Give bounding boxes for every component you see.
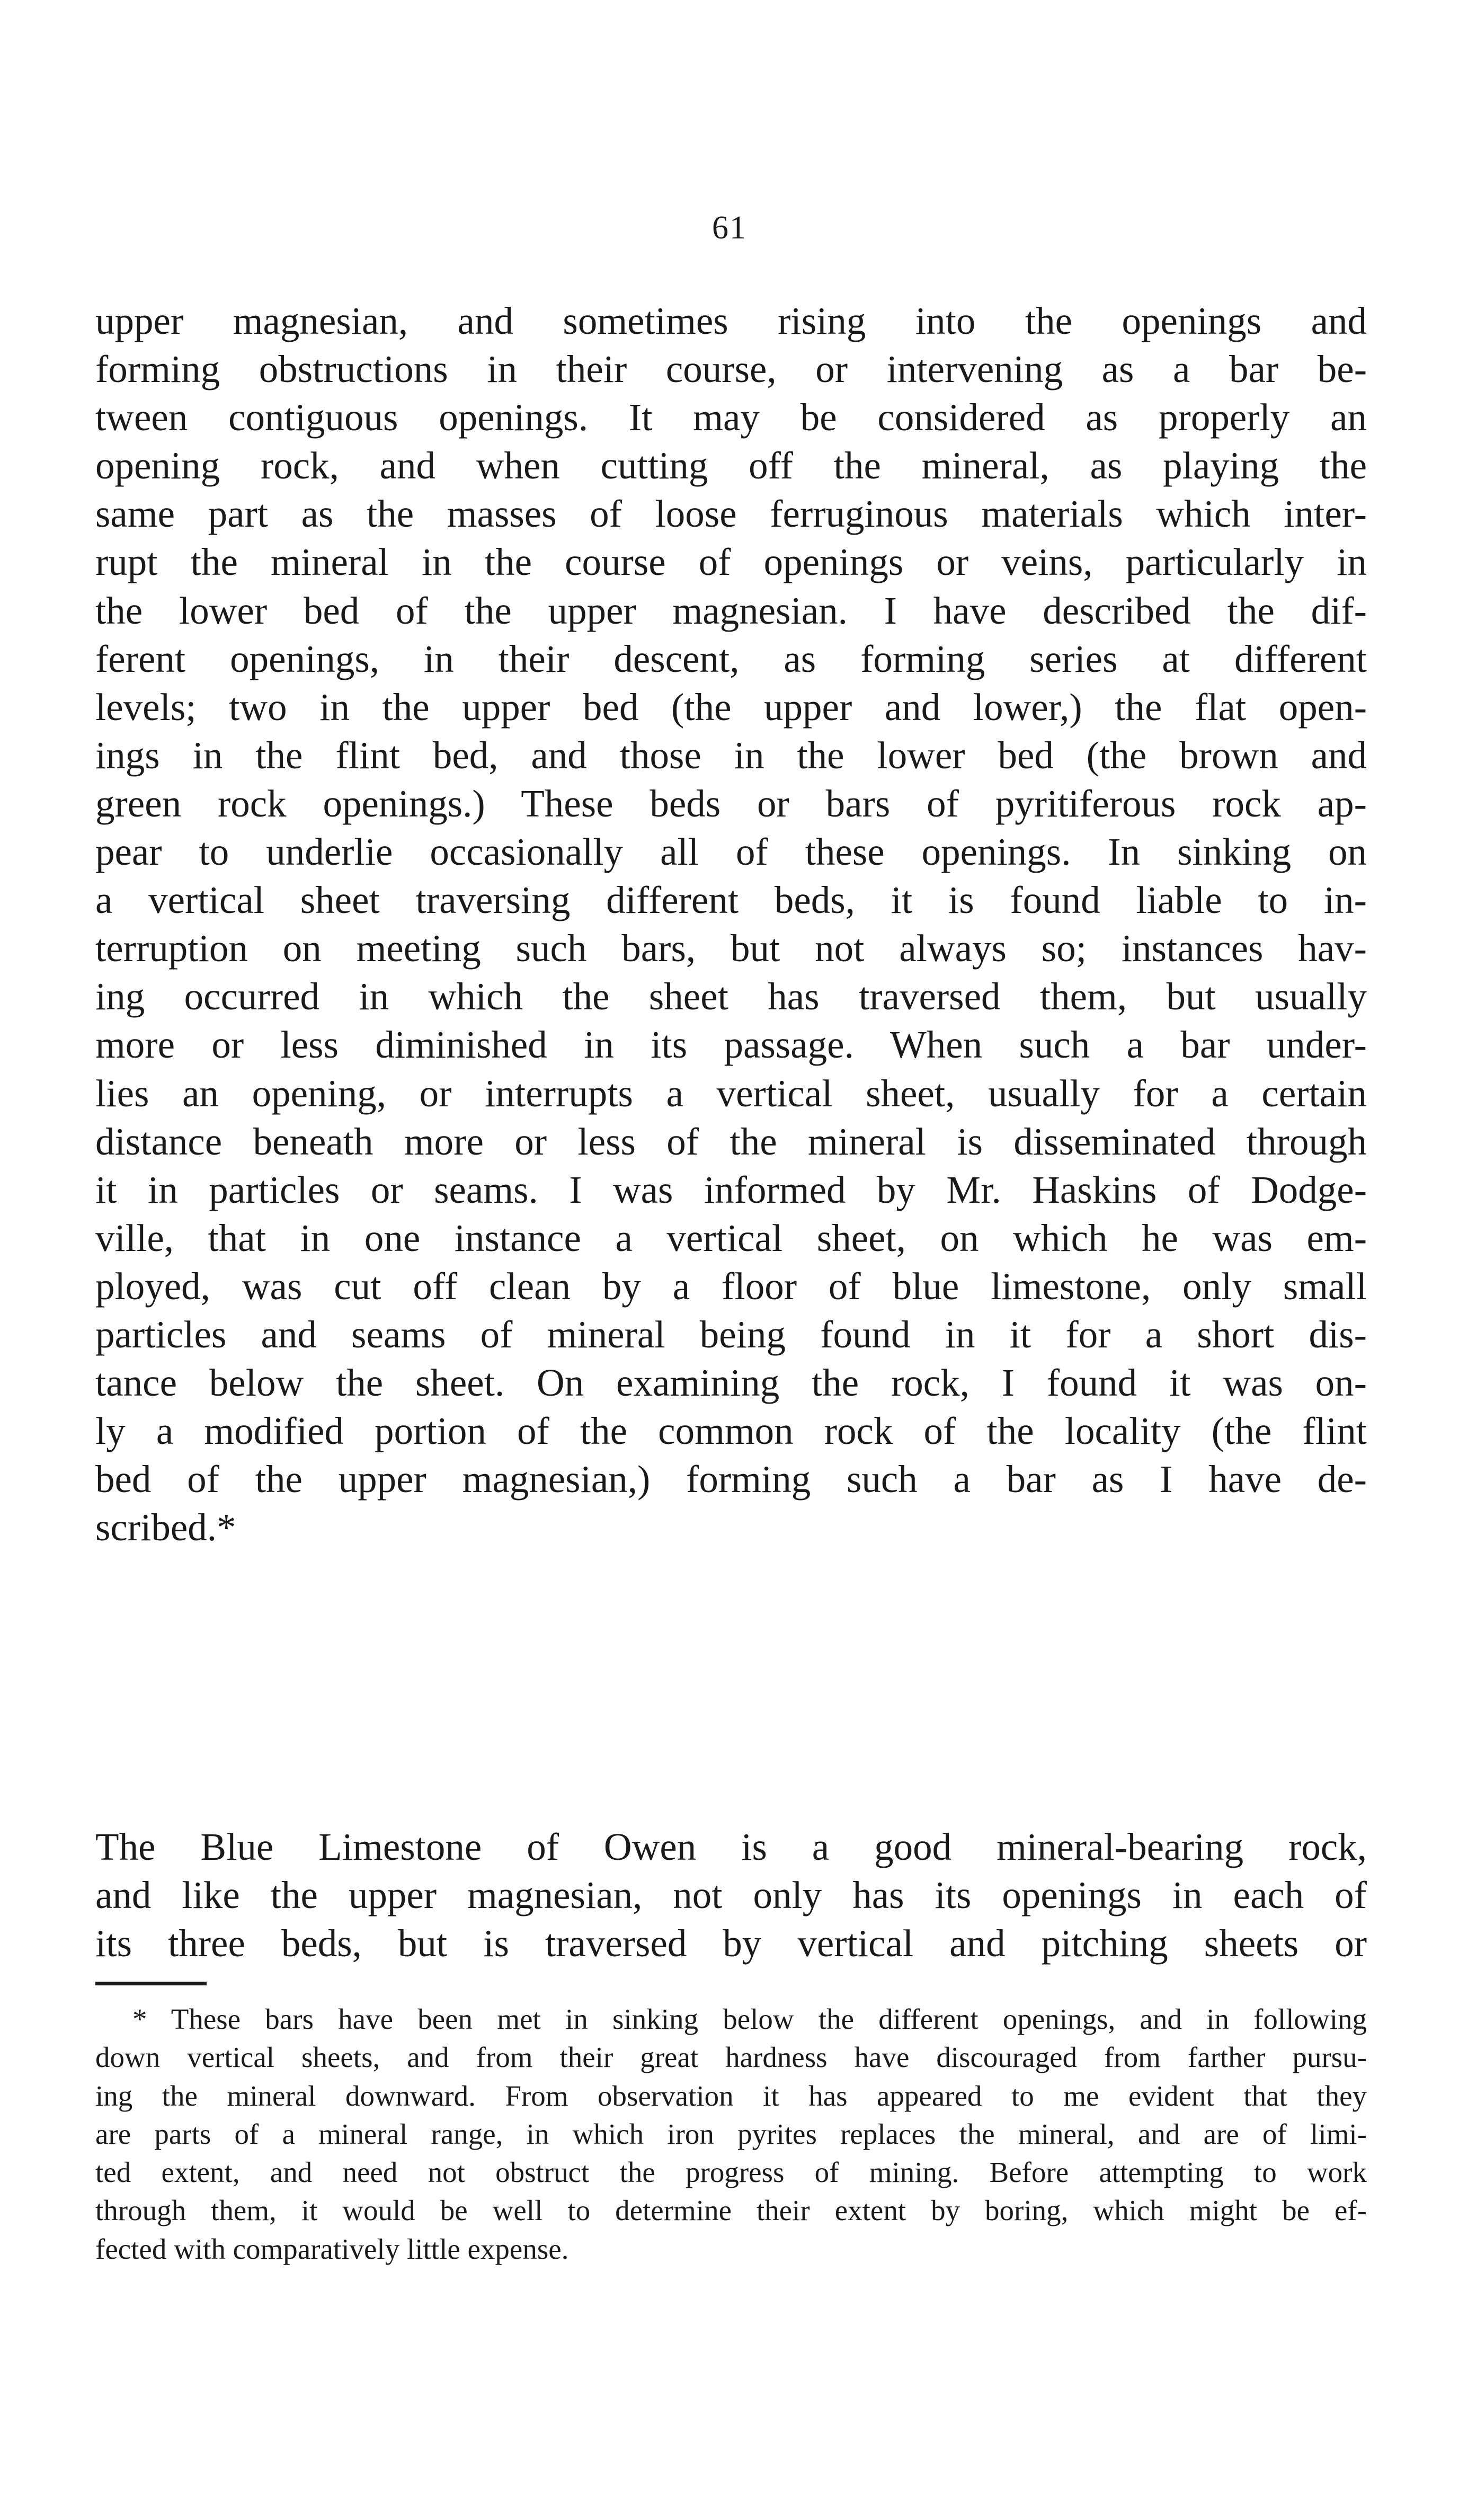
footnote-line: ted extent, and need not obstruct the progress of mining. Before attempting to work xyxy=(95,2156,1367,2189)
text-line: pear to underlie occasionally all of these openings. In sinking on xyxy=(95,830,1367,874)
text-line: The Blue Limestone of Owen is a good mineral-bearing rock, xyxy=(95,1825,1367,1868)
text-line: bed of the upper magnesian,) forming such a bar as I have de- xyxy=(95,1458,1367,1501)
footnote-line: down vertical sheets, and from their great hardness have discouraged from farther pursu- xyxy=(95,2041,1367,2074)
text-line: opening rock, and when cutting off the mineral, as playing the xyxy=(95,444,1367,487)
text-line: more or less diminished in its passage. When such a bar under- xyxy=(95,1023,1367,1067)
text-line: a vertical sheet traversing different beds, it is found liable to in- xyxy=(95,879,1367,922)
text-line: lies an opening, or interrupts a vertical sheet, usually for a certain xyxy=(95,1071,1367,1115)
page-number: 61 xyxy=(712,210,747,246)
text-line: rupt the mineral in the course of openings or veins, particularly in xyxy=(95,540,1367,584)
footnote-line: fected with comparatively little expense. xyxy=(95,2232,569,2265)
footnote-rule xyxy=(95,1982,207,1985)
text-line: ly a modified portion of the common rock of the locality (the flint xyxy=(95,1409,1367,1453)
text-line: terruption on meeting such bars, but not always so; instances hav- xyxy=(95,927,1367,970)
text-line: ville, that in one instance a vertical sheet, on which he was em- xyxy=(95,1216,1367,1259)
footnote xyxy=(95,2000,1367,2268)
text-line: green rock openings.) These beds or bars of pyritiferous rock ap- xyxy=(95,782,1367,825)
text-line: scribed.* xyxy=(95,1506,236,1549)
text-line: ings in the flint bed, and those in the lower bed (the brown and xyxy=(95,733,1367,777)
text-line: it in particles or seams. I was informed by Mr. Haskins of Dodge- xyxy=(95,1168,1367,1211)
footnote-line: * These bars have been met in sinking below the different openings, and in following xyxy=(132,2003,1367,2035)
text-line: the lower bed of the upper magnesian. I have described the dif- xyxy=(95,589,1367,632)
text-line: distance beneath more or less of the mineral is disseminated through xyxy=(95,1120,1367,1163)
text-line: its three beds, but is traversed by vertical and pitching sheets or xyxy=(95,1922,1367,1965)
body-paragraph-2 xyxy=(95,1823,1367,1967)
text-line: forming obstructions in their course, or intervening as a bar be- xyxy=(95,348,1367,391)
text-line: ferent openings, in their descent, as forming series at different xyxy=(95,637,1367,680)
text-line: particles and seams of mineral being found in it for a short dis- xyxy=(95,1312,1367,1356)
text-line: tween contiguous openings. It may be considered as properly an xyxy=(95,396,1367,439)
footnote-line: are parts of a mineral range, in which iron pyrites replaces the mineral, and are of limi- xyxy=(95,2117,1367,2150)
text-line: same part as the masses of loose ferruginous materials which inter- xyxy=(95,492,1367,536)
text-line: upper magnesian, and sometimes rising into the openings and xyxy=(95,299,1367,342)
text-line: levels; two in the upper bed (the upper and lower,) the flat open- xyxy=(95,685,1367,729)
footnote-line: through them, it would be well to determine their extent by boring, which might be ef- xyxy=(95,2194,1367,2227)
footnote-line: ing the mineral downward. From observation it has appeared to me evident that they xyxy=(95,2079,1367,2112)
text-line: tance below the sheet. On examining the rock, I found it was on- xyxy=(95,1361,1367,1405)
text-line: and like the upper magnesian, not only has its openings in each of xyxy=(95,1874,1367,1917)
body-paragraph-1 xyxy=(95,297,1367,1551)
text-line: ing occurred in which the sheet has traversed them, but usually xyxy=(95,975,1367,1018)
text-line: ployed, was cut off clean by a floor of blue limestone, only small xyxy=(95,1264,1367,1308)
